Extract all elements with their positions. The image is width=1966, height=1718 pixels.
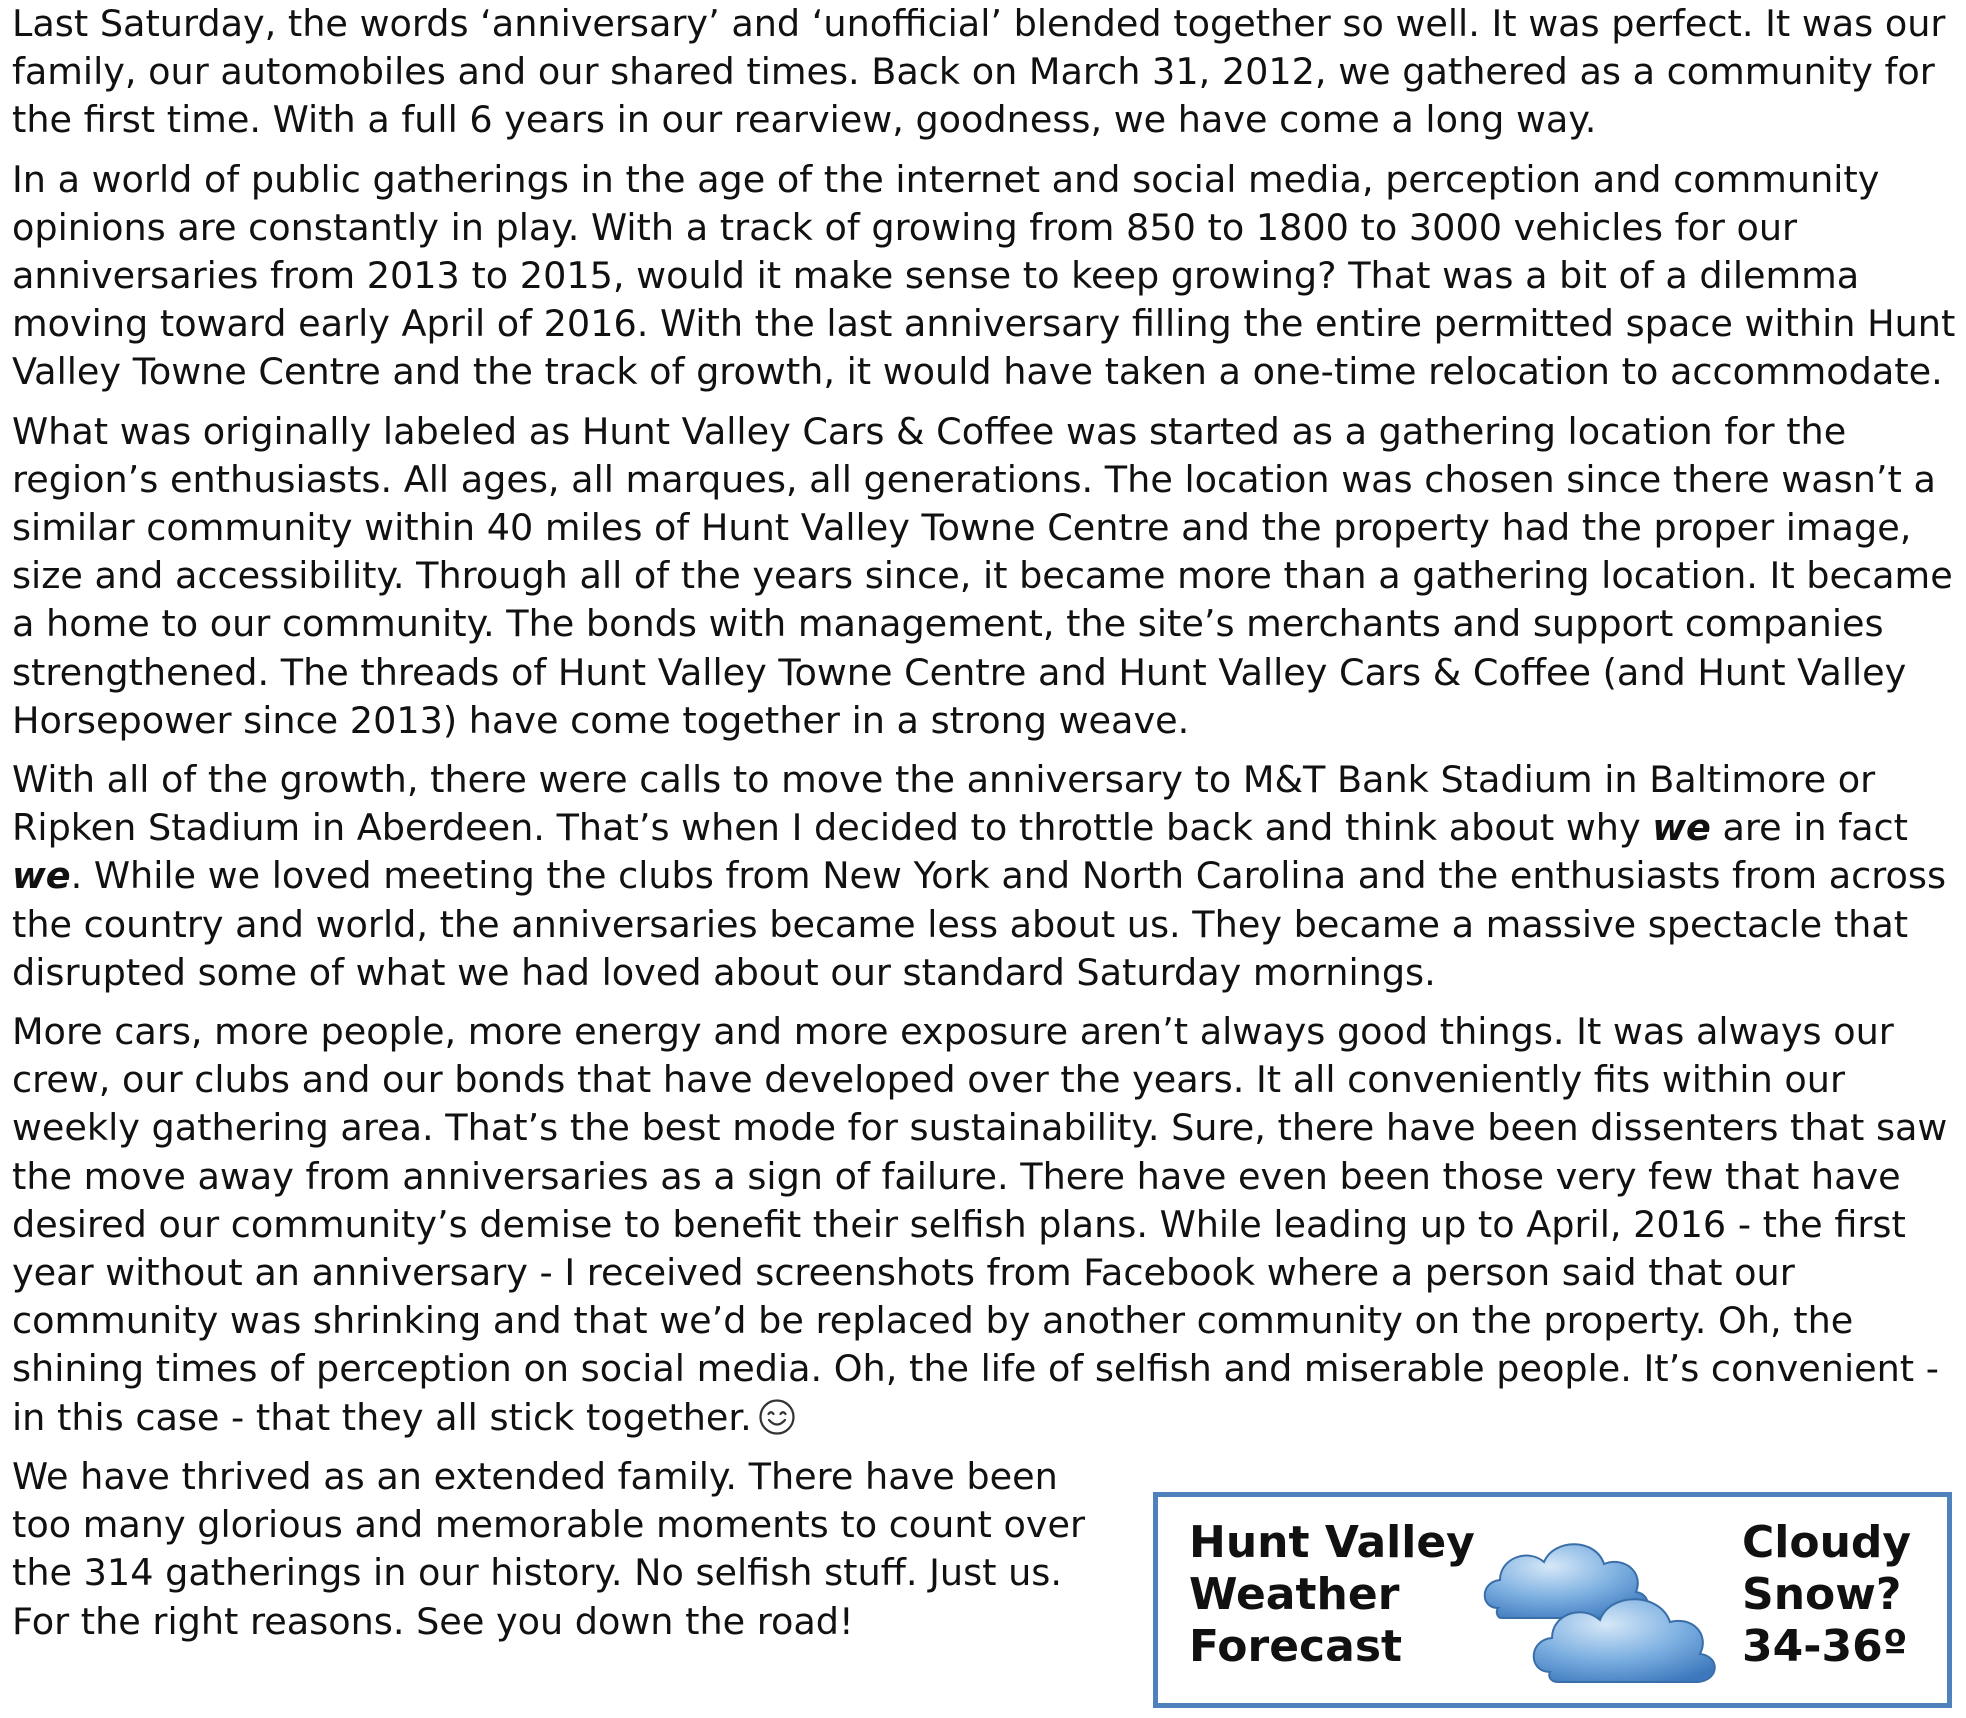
paragraph-text: More cars, more people, more energy and more exposure aren’t always good things. It was always our crew, our clubs and our bonds that have developed over the years. It all conveniently fits within our weekly gathering area. That’s the best mode for sustainability. Sure, there have been dissenters that saw the move away from anniversaries as a sign of failure. There have even been those very few that have desired our community’s demise to benefit their selfish plans. While leading up to April, 2016 - the first year without an anniversary - I received screenshots from Facebook where a person said that our community was shrinking and that we’d be replaced by another community on the property. Oh, the shining times of perception on social media. Oh, the life of selfish and miserable people. It’s convenient - in this case - that they all stick together.	[12, 1010, 1948, 1439]
weather-title-line: Weather	[1189, 1569, 1400, 1620]
paragraph-anniversary-intro: Last Saturday, the words ‘anniversary’ and ‘unofficial’ blended together so well. It was perfect. It was our family, our automobiles and our shared times. Back on March 31, 2012, we gathered as a community for the first time. With a full 6 years in our rearview, goodness, we have come a long way.	[12, 2, 1946, 142]
paragraph-relocation-calls	[12, 756, 1960, 997]
weather-title-line: Hunt Valley	[1189, 1517, 1475, 1568]
emphasis-we: we	[1652, 806, 1711, 850]
weather-title-line: Forecast	[1189, 1621, 1403, 1672]
paragraph-origins: What was originally labeled as Hunt Valley Cars & Coffee was started as a gathering location for the region’s enthusiasts. All ages, all marques, all generations. The location was chosen since there wasn’t a similar community within 40 miles of Hunt Valley Towne Centre and the property had the proper image, size and accessibility. Through all of the years since, it became more than a gathering location. It became a home to our community. The bonds with management, the site’s merchants and support companies strengthened. The threads of Hunt Valley Towne Centre and Hunt Valley Cars & Coffee (and Hunt Valley Horsepower since 2013) have come together in a strong weave.	[12, 409, 1953, 742]
weather-forecast-box	[1153, 1492, 1952, 1708]
weather-temperature: 34-36º	[1742, 1621, 1908, 1672]
paragraph-text: . While we loved meeting the clubs from New York and North Carolina and the enthusiasts from across the country and world, the anniversaries became less about us. They became a massive spectacle that disrupted some of what we had loved about our standard Saturday mornings.	[12, 854, 1947, 994]
paragraph-perception	[12, 1008, 1960, 1442]
weather-condition: Cloudy	[1742, 1517, 1912, 1568]
article-body	[12, 0, 1960, 1657]
paragraph-text: With all of the growth, there were calls to move the anniversary to M&T Bank Stadium in Baltimore or Ripken Stadium in Aberdeen. That’s when I decided to throttle back and think about why	[12, 758, 1876, 850]
cloud-icon	[1478, 1530, 1728, 1707]
paragraph-closing: We have thrived as an extended family. There have been too many glorious and memorable moments to count over the 314 gatherings in our history. No selfish stuff. Just us. For the right reasons. See you down the road!	[12, 1454, 1086, 1643]
weather-condition: Snow?	[1742, 1569, 1902, 1620]
weather-conditions	[1742, 1517, 1911, 1673]
paragraph-text: are in fact	[1710, 806, 1908, 850]
paragraph-growth-dilemma: In a world of public gatherings in the age of the internet and social media, perception and community opinions are constantly in play. With a track of growing from 850 to 1800 to 3000 vehicles for our anniversaries from 2013 to 2015, would it make sense to keep growing? That was a bit of a dilemma moving toward early April of 2016. With the last anniversary filling the entire permitted space within Hunt Valley Towne Centre and the track of growth, it would have taken a one-time relocation to accommodate.	[12, 157, 1956, 394]
smiley-face-icon	[758, 1398, 796, 1436]
emphasis-we: we	[12, 854, 71, 898]
weather-title	[1189, 1517, 1475, 1673]
